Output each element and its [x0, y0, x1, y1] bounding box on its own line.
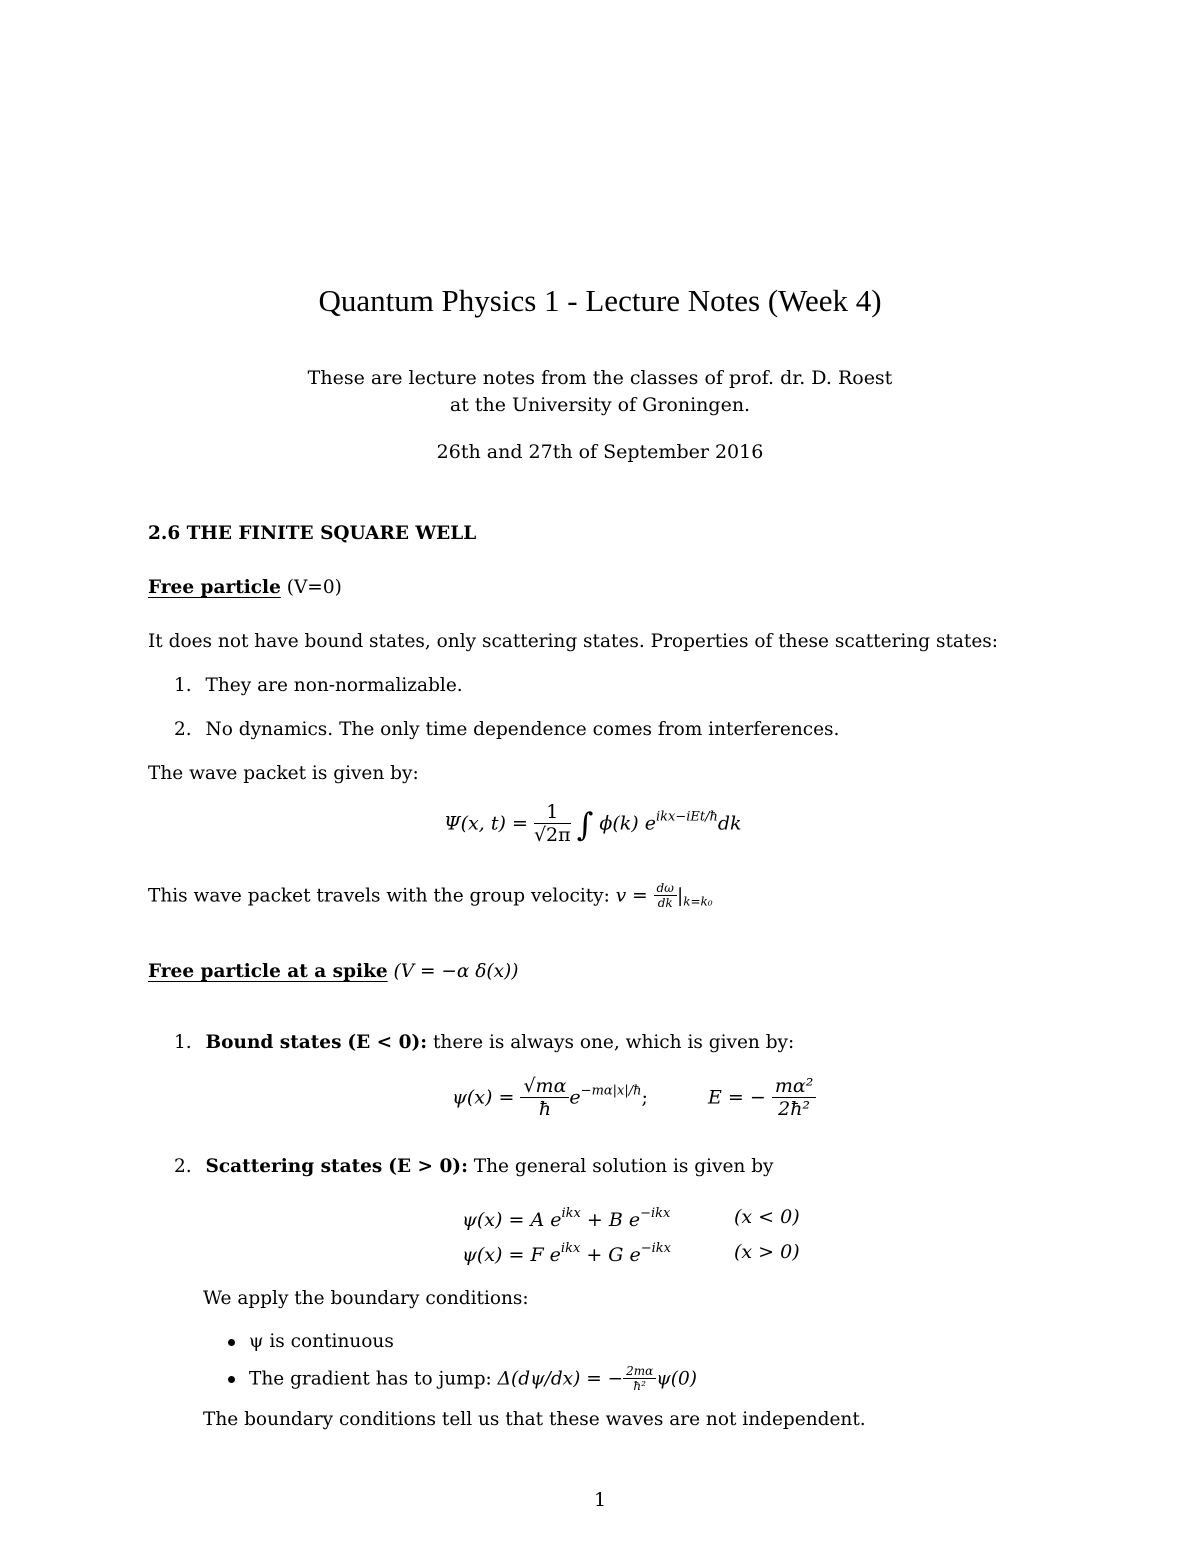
gv-bar: |: [676, 885, 684, 907]
scattering-equation-1: [462, 1206, 670, 1231]
list-item: [174, 719, 839, 740]
spike-suffix: (V = −α δ(x)): [393, 961, 519, 982]
free-particle-heading: [148, 577, 342, 598]
energy-denominator: 2ħ²: [778, 1097, 811, 1120]
section-heading: 2.6 THE FINITE SQUARE WELL: [148, 523, 477, 544]
eq-numerator: 1: [534, 802, 571, 824]
list-item: [174, 675, 463, 696]
eq-lhs: ψ(x) = A e: [462, 1209, 562, 1231]
free-particle-title: Free particle: [148, 577, 281, 598]
list-item-number: 1.: [174, 1032, 192, 1053]
list-item-number: 2.: [174, 719, 192, 740]
eq-exponent: −ikx: [640, 1241, 672, 1256]
gradient-denominator: ħ²: [633, 1379, 646, 1394]
bound-states-condition: (E < 0):: [347, 1032, 428, 1053]
bullet-icon: [228, 1339, 235, 1346]
date: 26th and 27th of September 2016: [436, 441, 764, 463]
page-number: 1: [593, 1489, 607, 1511]
energy-fraction: [772, 1076, 816, 1121]
bound-states-text: there is always one, which is given by:: [432, 1032, 795, 1053]
bound-state-equation: [452, 1076, 816, 1121]
eq-lhs: ψ(x) = F e: [462, 1244, 561, 1266]
subtitle-line-1: These are lecture notes from the classes of prof. dr. D. Roest: [307, 367, 893, 389]
scattering-condition-2: (x > 0): [734, 1241, 800, 1263]
eq-separator: ;: [641, 1086, 648, 1109]
group-velocity-text: This wave packet travels with the group velocity:: [148, 885, 610, 907]
gradient-eq-fraction: [623, 1365, 656, 1394]
eq-exponent: ikx: [561, 1206, 581, 1221]
eq-body: ϕ(k) e: [599, 812, 656, 835]
list-item-text: They are non-normalizable.: [205, 675, 463, 696]
eq-mid: + G e: [580, 1244, 641, 1266]
conclusion-text: The boundary conditions tell us that these waves are not independent.: [203, 1409, 866, 1430]
list-item-text: No dynamics. The only time dependence comes from interferences.: [205, 719, 840, 740]
gv-denominator: dk: [657, 896, 673, 911]
subtitle-line-2: at the University of Groningen.: [449, 394, 751, 416]
bound-states-item: [174, 1032, 794, 1053]
bullet-text: ψ is continuous: [249, 1331, 394, 1352]
scattering-states-condition: (E > 0):: [388, 1156, 468, 1177]
scattering-equation-2: [462, 1241, 671, 1266]
eq-denominator: √2π: [533, 823, 571, 846]
wave-packet-text: The wave packet is given by:: [148, 763, 419, 784]
energy-lhs: E = −: [708, 1086, 766, 1109]
eq-lhs: ψ(x) =: [452, 1086, 515, 1109]
list-item-number: 2.: [174, 1156, 192, 1177]
spike-heading: [148, 961, 519, 982]
eq-mid: + B e: [580, 1209, 641, 1231]
bullet-item: [228, 1331, 394, 1352]
page-title: Quantum Physics 1 - Lecture Notes (Week 4): [318, 283, 882, 318]
gv-subscript: k=k₀: [683, 894, 713, 909]
eq-exp-base: e: [569, 1086, 581, 1109]
eq-exponent: −mα|x|/ħ: [580, 1083, 642, 1099]
boundary-conditions-intro: We apply the boundary conditions:: [203, 1288, 529, 1309]
bullet-text: The gradient has to jump:: [249, 1368, 492, 1390]
eq-tail: dk: [717, 812, 742, 835]
eq-numerator: √mα: [520, 1076, 569, 1098]
bound-states-label: Bound states: [205, 1032, 342, 1053]
eq-fraction: [520, 1076, 569, 1121]
eq-lhs: Ψ(x, t) =: [444, 812, 528, 835]
group-velocity-lhs: v =: [615, 885, 648, 907]
free-particle-intro: It does not have bound states, only scattering states. Properties of these scattering states:: [148, 631, 999, 652]
scattering-condition-1: (x < 0): [734, 1206, 800, 1228]
scattering-states-label: Scattering states: [205, 1156, 383, 1177]
eq-exponent: −ikx: [640, 1206, 671, 1221]
gradient-eq-lhs: Δ(dψ/dx) = −: [497, 1368, 624, 1390]
eq-exponent: ikx−iEt/ħ: [655, 809, 718, 825]
wave-packet-equation: [444, 802, 742, 847]
group-velocity-line: [148, 882, 713, 911]
bullet-item: [228, 1365, 697, 1394]
eq-denominator: ħ: [538, 1097, 552, 1120]
eq-exponent: ikx: [560, 1241, 581, 1256]
energy-numerator: mα²: [772, 1076, 816, 1098]
list-item-number: 1.: [174, 675, 192, 696]
spike-title: Free particle at a spike: [148, 961, 388, 982]
integral-sign: ∫: [576, 805, 594, 844]
gradient-eq-tail: ψ(0): [656, 1368, 697, 1390]
free-particle-suffix: (V=0): [286, 577, 342, 598]
gv-numerator: dω: [654, 882, 677, 896]
scattering-states-item: [174, 1156, 774, 1177]
bullet-icon: [228, 1376, 235, 1383]
gradient-numerator: 2mα: [623, 1365, 656, 1379]
eq-fraction: [534, 802, 571, 847]
group-velocity-fraction: [654, 882, 677, 911]
scattering-states-text: The general solution is given by: [473, 1156, 774, 1177]
